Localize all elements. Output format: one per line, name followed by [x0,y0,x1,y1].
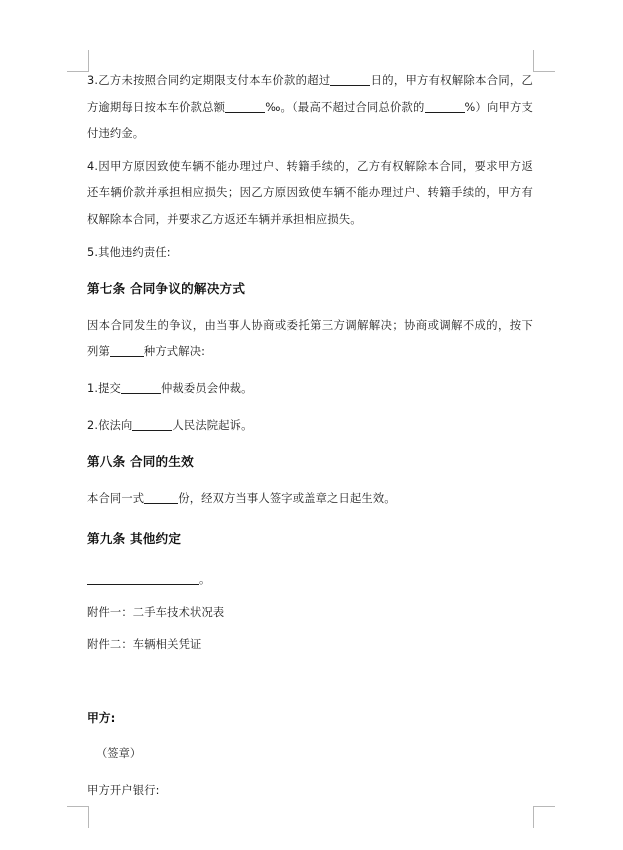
clause-item-3-text-part-3: ‰。（最高不超过合同总价款的 [265,100,425,114]
crop-mark-bottom-left [67,806,89,828]
spacer [87,303,533,313]
blank-daily-permille[interactable] [225,100,265,113]
clause-9-blank-line [87,567,533,594]
spacer [87,512,533,526]
crop-mark-bottom-right [533,806,555,828]
clause-item-3-text-part-1: 3.乙方未按照合同约定期限支付本车价款的超过 [87,74,331,87]
attachment-item-2: 附件二：车辆相关凭证 [87,638,202,652]
clause-7-option-2 [87,413,533,440]
crop-mark-top-left [67,50,89,72]
heading-clause-8: 第八条 合同的生效 [87,454,194,470]
document-body [87,68,533,804]
signature-bank-label: 甲方开户银行: [87,783,160,797]
clause-9-blank-line-suffix: 。 [199,572,211,586]
clause-7-intro-part-2: 种方式解决: [143,345,206,359]
blank-dispute-method-number[interactable] [110,344,144,357]
spacer [87,476,533,486]
heading-clause-9: 第九条 其他约定 [87,531,182,547]
crop-mark-top-right [533,50,555,72]
blank-court-name[interactable] [132,418,172,431]
clause-item-3 [87,68,533,148]
blank-max-percent[interactable] [425,100,465,113]
attachment-item-1: 附件一：二手车技术状况表 [87,605,225,619]
spacer [87,439,533,449]
spacer [87,659,533,705]
clause-7-option-2-part-2: 人民法院起诉。 [172,418,253,432]
clause-8-text [87,486,533,513]
spacer [87,731,533,741]
signature-seal-note: （签章） [96,747,142,761]
spacer [87,403,533,413]
spacer [87,768,533,778]
blank-copies-count[interactable] [144,491,178,504]
clause-item-4: 4.因甲方原因致使车辆不能办理过户、转籍手续的，乙方有权解除本合同，要求甲方返还车辆价款并承担相应损失；因乙方原因致使车辆不能办理过户、转籍手续的，甲方有权解除本合同，并要求乙方返还车辆并承担相应损失。 [87,159,533,226]
clause-7-intro-part-1: 因本合同发生的争议，由当事人协商或委托第三方调解解决；协商或调解不成的，按下列第 [87,318,533,359]
blank-overdue-days[interactable] [330,73,370,86]
signature-party-a-label: 甲方: [87,710,116,725]
clause-item-5: 5.其他违约责任: [87,245,171,259]
heading-clause-7: 第七条 合同争议的解决方式 [87,281,246,297]
blank-arbitration-commission[interactable] [121,381,161,394]
blank-other-agreement[interactable] [87,572,199,585]
clause-item-3-text-part-2: 日的，甲方有权解除本合同，乙方逾期每日按本车价款总额 [87,74,533,114]
clause-7-option-1-part-1: 1.提交 [87,381,121,395]
clause-8-text-part-2: 份，经双方当事人签字或盖章之日起生效。 [178,491,396,505]
clause-item-3-text-part-4: %）向甲方支付违约金。 [87,100,533,141]
spacer [87,266,533,276]
clause-7-option-2-part-1: 2.依法向 [87,418,133,432]
clause-7-intro [87,313,533,366]
spacer [87,366,533,376]
clause-8-text-part-1: 本合同一式 [87,491,145,505]
clause-7-option-1-part-2: 仲裁委员会仲裁。 [160,381,253,395]
spacer [87,553,533,567]
clause-7-option-1 [87,376,533,403]
